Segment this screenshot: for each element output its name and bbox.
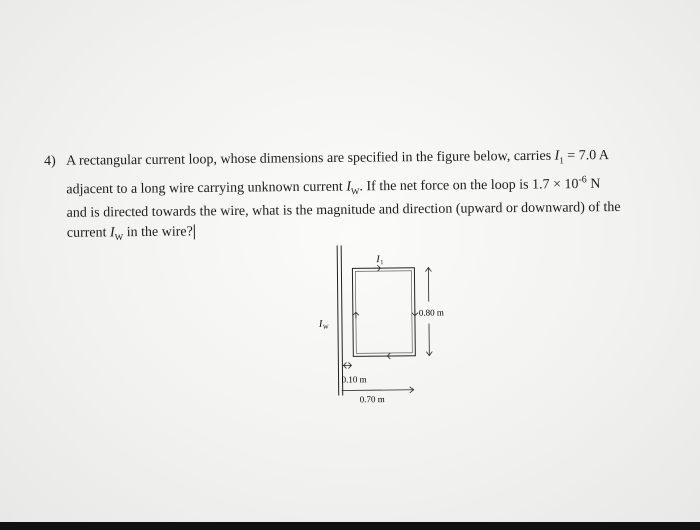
current-iw-subscript: W (350, 185, 360, 197)
width-arrow (342, 390, 414, 391)
dim-height-label: 0.80 m (418, 307, 444, 318)
problem-text (44, 145, 685, 248)
loop-figure (304, 239, 476, 411)
loop-right-arrow (412, 310, 418, 316)
current-i1-symbol: I (554, 148, 560, 164)
loop-left-arrow (353, 312, 359, 318)
loop-diagram (304, 239, 476, 411)
gap-arrow (343, 362, 351, 368)
current-iw-symbol: I (346, 179, 352, 195)
force-unit: N (586, 176, 601, 192)
monitor-bezel (0, 522, 700, 530)
problem-text-line-1: A rectangular current loop, whose dimensions are specified in the figure below, carries (66, 148, 555, 169)
label-iw: I (318, 318, 323, 330)
current-iw-symbol-2: I (109, 225, 115, 241)
problem-text-line-4b: in the wire? (123, 224, 193, 241)
current-loop-inner (355, 271, 412, 354)
loop-bottom-arrow (387, 353, 393, 359)
problem-text-line-2b: . If the net force on the loop is 1.7 × 10 (359, 176, 579, 195)
problem-text-line-4a: current (66, 225, 111, 242)
current-iw-subscript-2: W (114, 232, 124, 243)
long-wire-edge (341, 246, 343, 396)
problem-number: 4) (44, 153, 56, 169)
problem-text-line-2a: adjacent to a long wire carrying unknown current (66, 179, 347, 198)
label-i1-sub: 1 (380, 260, 384, 267)
current-i1-value: = 7.0 A (563, 148, 610, 164)
long-wire (337, 246, 339, 396)
dim-gap-label: 0.10 m (341, 374, 367, 385)
label-iw-sub: W (322, 324, 329, 331)
text-cursor (194, 225, 195, 240)
label-i1: I (376, 254, 380, 266)
dim-width-label: 0.70 m (359, 394, 385, 405)
current-i1-subscript: 1 (559, 155, 564, 166)
problem-text-line-3: and is directed towards the wire, what is the magnitude and direction (upward or downward) of the (66, 200, 621, 222)
current-loop (352, 268, 415, 357)
force-exponent: -6 (578, 174, 587, 186)
